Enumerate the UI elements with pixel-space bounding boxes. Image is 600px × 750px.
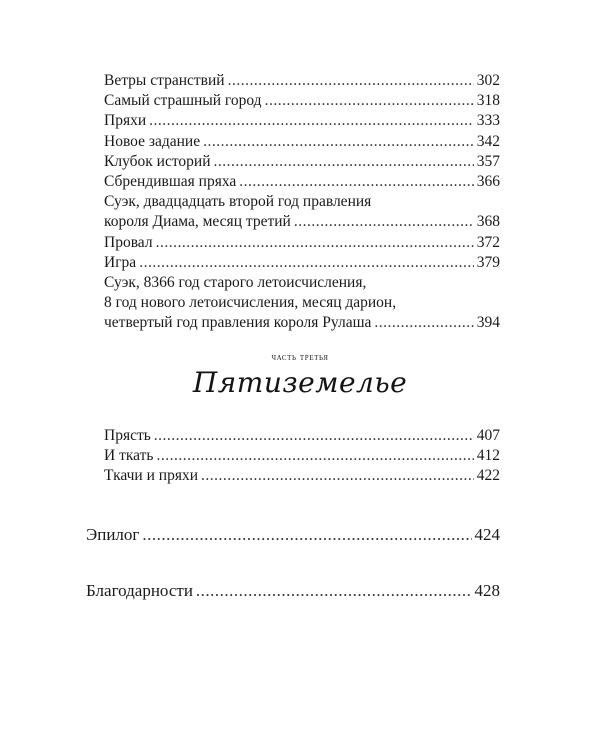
toc-entry-page: 379: [476, 253, 500, 271]
toc-entry: [104, 446, 500, 466]
toc-entry-page: 333: [476, 112, 500, 130]
toc-entry: [104, 111, 500, 131]
toc-entry-page: 428: [474, 581, 500, 600]
toc-leader-dots: [156, 446, 473, 466]
toc-entry: [104, 172, 500, 192]
toc-leader-dots: [154, 426, 474, 446]
toc-entry: [104, 212, 500, 232]
toc-leader-dots: [142, 524, 471, 546]
toc-entry-title: Новое задание: [104, 132, 201, 150]
toc-entry-title-line: Суэк, 8366 год старого летоисчисления,: [104, 274, 367, 292]
toc-entry-page: 394: [476, 314, 500, 332]
toc-entry-page: 342: [476, 132, 500, 150]
toc-leader-dots: [265, 91, 474, 111]
toc-entry-page: 302: [476, 72, 500, 89]
toc-entry: [104, 91, 500, 111]
toc-entry-title: Самый страшный город: [104, 92, 262, 110]
toc-leader-dots: [156, 233, 474, 253]
toc-entry: [104, 152, 500, 172]
toc-entry-page: 357: [476, 152, 500, 170]
toc-entry-title-line: 8 год нового летоисчисления, месяц дарион,: [104, 294, 397, 312]
toc-section-part-three: [104, 426, 500, 487]
toc-entry-page: 372: [476, 233, 500, 251]
part-label: часть третья: [271, 352, 329, 363]
toc-leader-dots: [139, 253, 474, 273]
toc-entry-title: Эпилог: [86, 525, 140, 544]
toc-leader-dots: [201, 466, 474, 486]
toc-entry-title: Клубок историй: [104, 152, 211, 170]
toc-leader-dots: [374, 313, 473, 333]
toc-entry-page: 412: [476, 447, 500, 465]
toc-entry-page: 424: [474, 525, 500, 544]
toc-entry: [104, 71, 500, 91]
toc-entry: [104, 426, 500, 446]
toc-leader-dots: [196, 580, 472, 602]
toc-entry-title: Провал: [104, 233, 153, 251]
toc-entry-page: 318: [476, 92, 500, 110]
toc-entry: [104, 313, 500, 333]
toc-leader-dots: [294, 212, 474, 232]
toc-leader-dots: [239, 172, 473, 192]
toc-entry-page: 407: [476, 427, 500, 444]
toc-section-one: [104, 71, 500, 334]
toc-entry-title: четвертый год правления короля Рулаша: [104, 314, 372, 332]
toc-entry-title-line: Суэк, двадцадцать второй год правления: [104, 193, 372, 211]
toc-entry-page: 368: [476, 213, 500, 231]
toc-leader-dots: [203, 132, 474, 152]
toc-entry-page: 366: [476, 173, 500, 191]
toc-entry-title: Сбрендившая пряха: [104, 173, 237, 191]
toc-entry-title: Игра: [104, 253, 137, 271]
toc-leader-dots: [228, 71, 474, 91]
toc-entry-title: Ветры странствий: [104, 72, 225, 89]
toc-entry: [104, 466, 500, 486]
toc-entry-title: Благодарности: [86, 581, 193, 600]
toc-entry-epilogue: [86, 524, 500, 546]
toc-entry-title: И ткать: [104, 447, 154, 465]
toc-leader-dots: [214, 152, 474, 172]
toc-entry-title: короля Диама, месяц третий: [104, 213, 291, 231]
toc-entry-acknowledgements: [86, 580, 500, 602]
toc-entry: [104, 132, 500, 152]
toc-leader-dots: [149, 111, 474, 131]
toc-entry-title: Ткачи и пряхи: [104, 467, 198, 485]
part-title: Пятиземелье: [192, 366, 408, 399]
toc-entry-page: 422: [476, 467, 500, 485]
toc-entry-title: Прясть: [104, 427, 151, 444]
toc-entry-title: Пряхи: [104, 112, 147, 130]
toc-entry: [104, 253, 500, 273]
toc-entry: [104, 233, 500, 253]
